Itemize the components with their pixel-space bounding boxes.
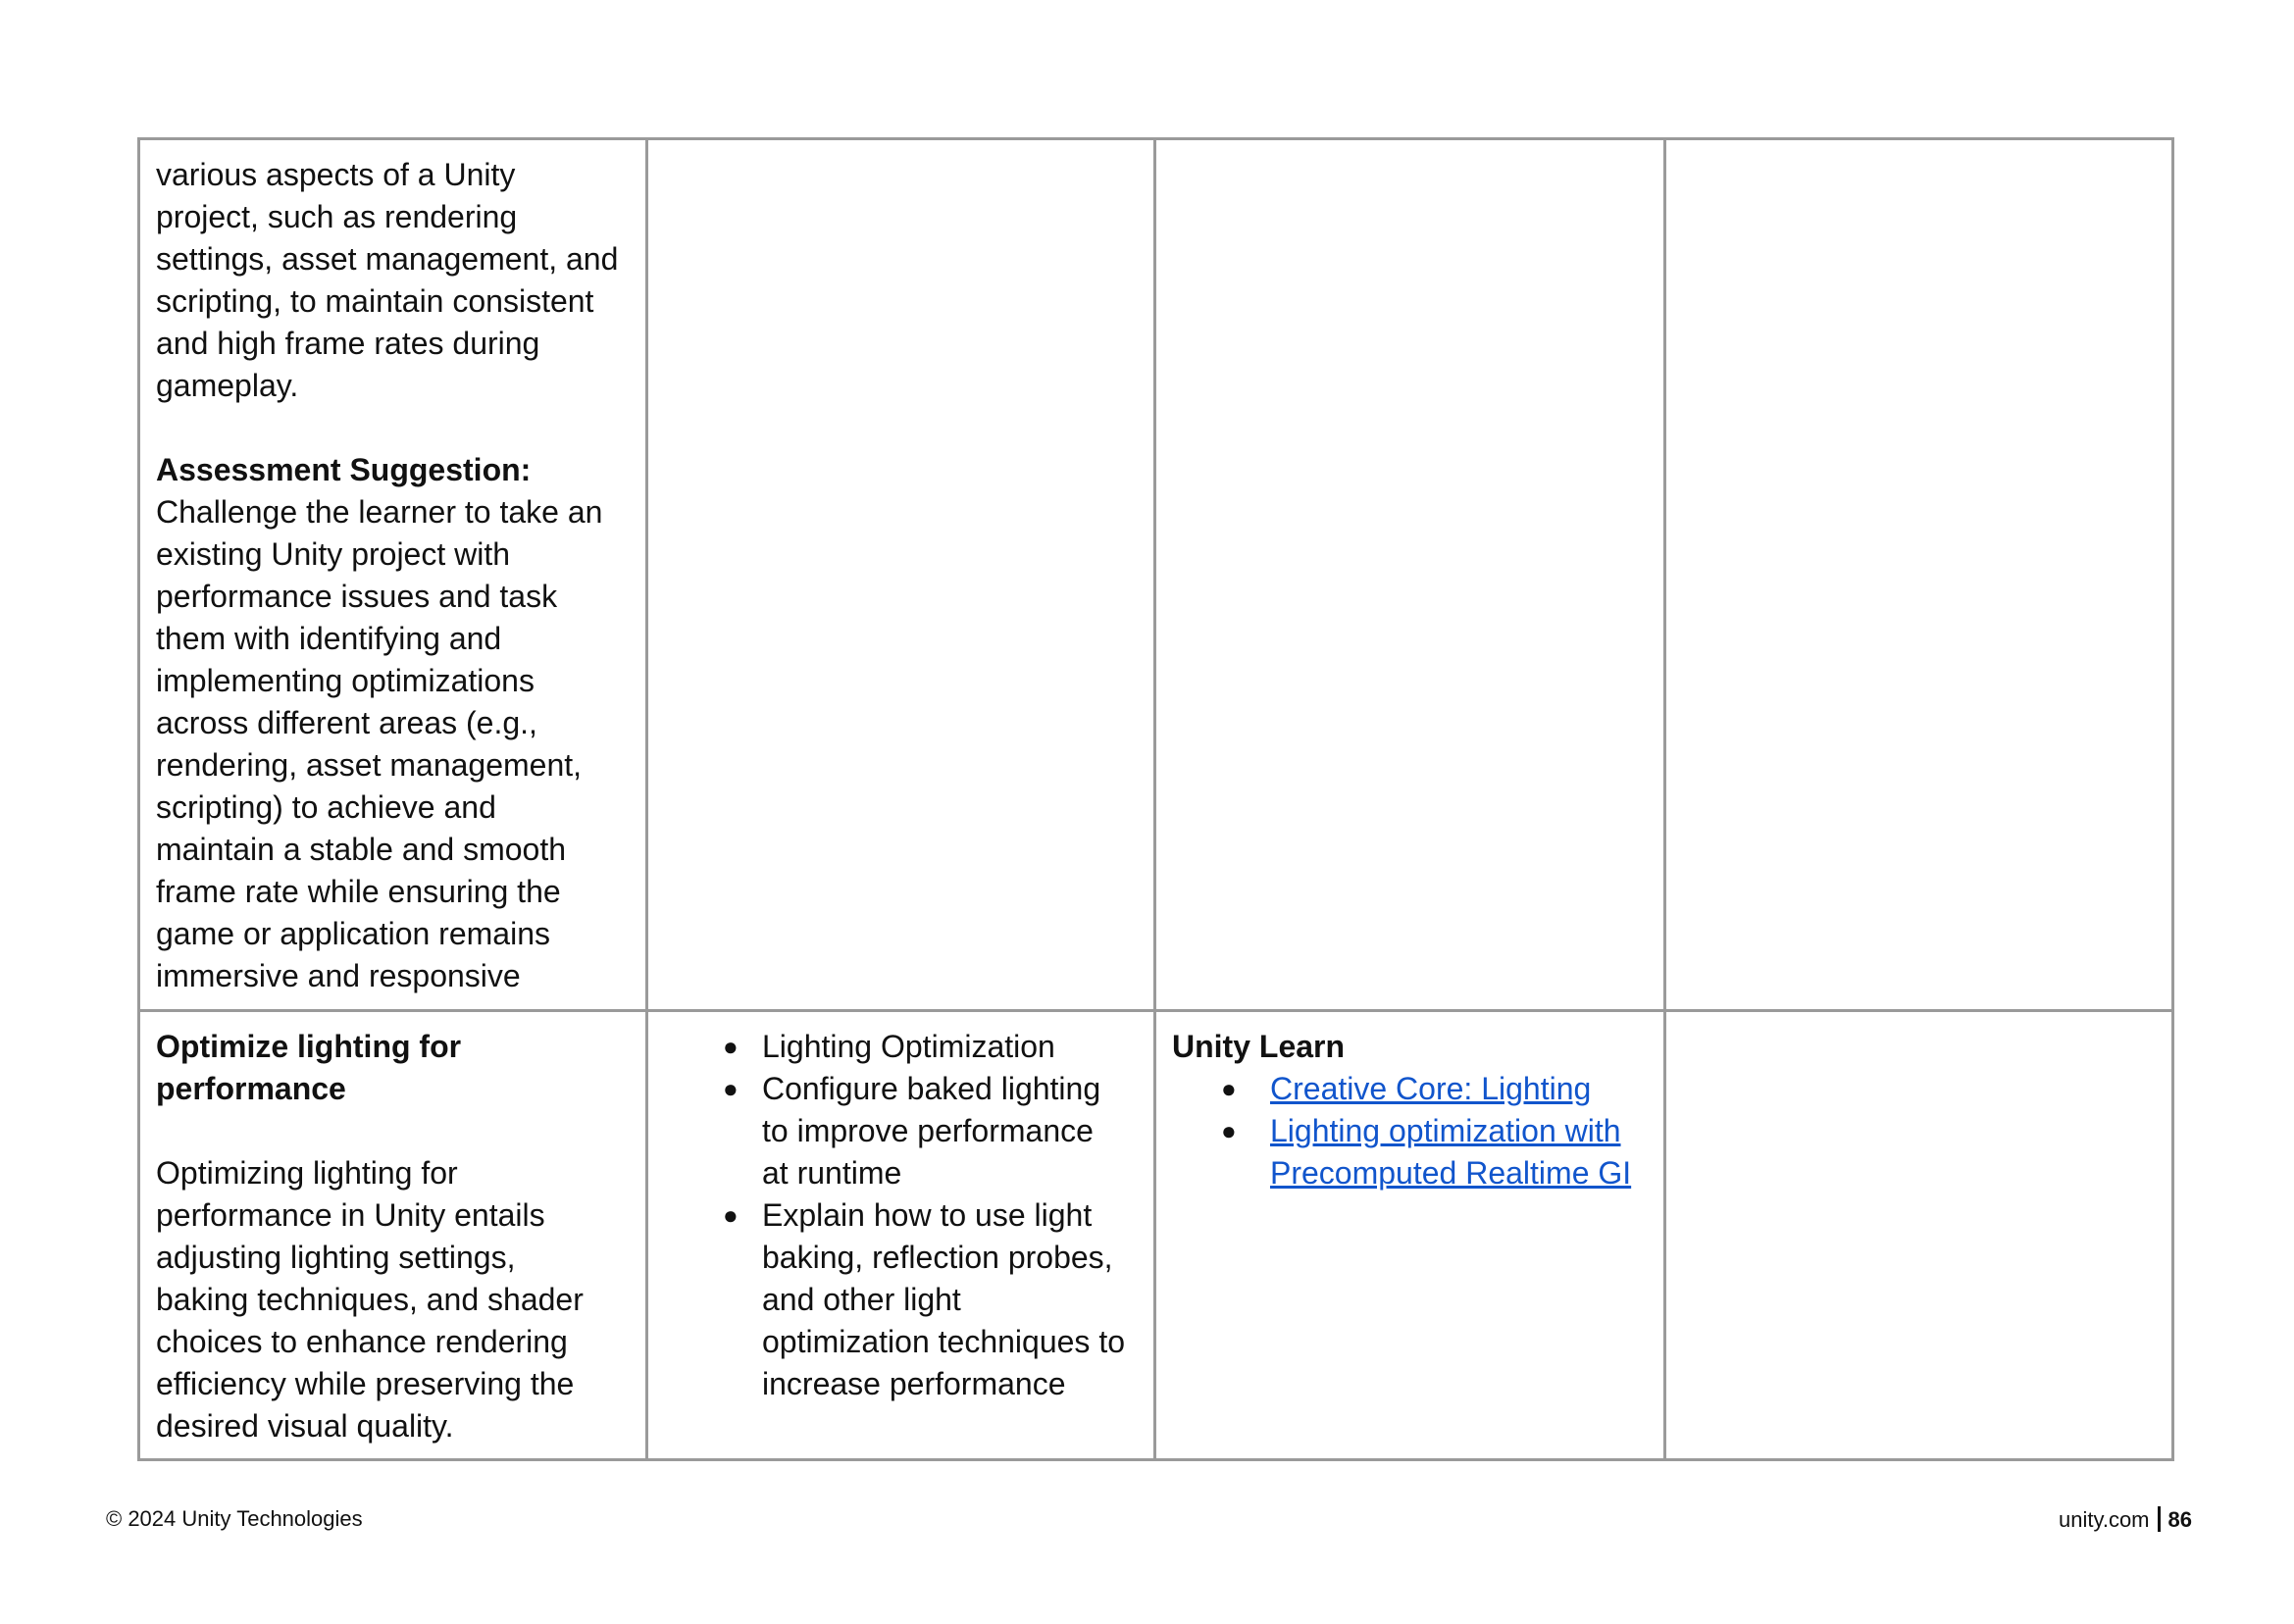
- footer-copyright: © 2024 Unity Technologies: [106, 1506, 363, 1531]
- table-row: [139, 1011, 2173, 1460]
- text-line: rendering, asset management,: [156, 747, 583, 783]
- text-line: Challenge the learner to take an: [156, 494, 603, 530]
- text-line: adjusting lighting settings,: [156, 1240, 516, 1275]
- objective-title: [156, 1026, 630, 1110]
- notes-cell-empty: [1665, 139, 2173, 1011]
- objective-cell: [139, 139, 647, 1011]
- text-line: scripting, to maintain consistent: [156, 283, 594, 319]
- text-line: them with identifying and: [156, 621, 502, 656]
- footer-site: unity.com: [2059, 1507, 2150, 1532]
- resources-heading: Unity Learn: [1172, 1029, 1346, 1064]
- bullet-icon: ●: [1221, 1074, 1237, 1103]
- text-line: existing Unity project with: [156, 536, 511, 572]
- bullet-icon: ●: [723, 1200, 739, 1230]
- text-line: scripting) to achieve and: [156, 789, 496, 825]
- text-line: performance issues and task: [156, 579, 558, 614]
- text-line: maintain a stable and smooth: [156, 832, 567, 867]
- text-line: at runtime: [762, 1155, 902, 1191]
- notes-cell-empty: [1665, 1011, 2173, 1460]
- objective-cell: [139, 1011, 647, 1460]
- assessment-text: [156, 491, 630, 997]
- footer-separator: [2158, 1506, 2161, 1532]
- list-item: [1172, 1110, 1648, 1194]
- text-line: baking, reflection probes,: [762, 1240, 1113, 1275]
- text-line: efficiency while preserving the: [156, 1366, 575, 1401]
- footer-page-info: [2059, 1506, 2192, 1533]
- text-line: immersive and responsive: [156, 958, 521, 993]
- text-line: optimization techniques to: [762, 1324, 1125, 1359]
- text-line: to improve performance: [762, 1113, 1094, 1148]
- page-number: 86: [2167, 1507, 2192, 1532]
- text-line: choices to enhance rendering: [156, 1324, 568, 1359]
- text-line: baking techniques, and shader: [156, 1282, 584, 1317]
- text-line: game or application remains: [156, 916, 550, 951]
- link-text: Creative Core: Lighting: [1270, 1071, 1592, 1106]
- objective-description: [156, 1152, 630, 1447]
- text-line: performance: [156, 1071, 346, 1106]
- text-line: Explain how to use light: [762, 1197, 1093, 1233]
- list-item: [664, 1068, 1138, 1194]
- link-text: Precomputed Realtime GI: [1270, 1155, 1632, 1191]
- resources-cell-empty: [1155, 139, 1665, 1011]
- topics-list: [664, 1026, 1138, 1405]
- creative-core-lighting-link[interactable]: [1270, 1071, 1591, 1106]
- assessment-heading: Assessment Suggestion:: [156, 452, 532, 487]
- objective-continued-text: [156, 154, 630, 407]
- text-line: settings, asset management, and: [156, 241, 619, 277]
- list-item: [664, 1194, 1138, 1405]
- list-item: [664, 1026, 1138, 1068]
- resource-links-list: [1172, 1068, 1648, 1194]
- bullet-icon: ●: [723, 1074, 739, 1103]
- bullet-icon: ●: [1221, 1116, 1237, 1145]
- text-line: Optimize lighting for: [156, 1029, 462, 1064]
- text-line: across different areas (e.g.,: [156, 705, 537, 740]
- resources-cell: [1155, 1011, 1665, 1460]
- text-line: and high frame rates during: [156, 326, 540, 361]
- topics-cell: [647, 1011, 1155, 1460]
- list-item: [1172, 1068, 1648, 1110]
- text-line: desired visual quality.: [156, 1408, 454, 1444]
- table-row: [139, 139, 2173, 1011]
- topics-cell-empty: [647, 139, 1155, 1011]
- text-line: frame rate while ensuring the: [156, 874, 561, 909]
- lighting-optimization-gi-link[interactable]: [1270, 1113, 1631, 1191]
- text-line: and other light: [762, 1282, 961, 1317]
- link-text: Lighting optimization with: [1270, 1113, 1621, 1148]
- text-line: project, such as rendering: [156, 199, 518, 234]
- text-line: Lighting Optimization: [762, 1029, 1055, 1064]
- text-line: gameplay.: [156, 368, 299, 403]
- curriculum-table: [137, 137, 2174, 1461]
- text-line: performance in Unity entails: [156, 1197, 545, 1233]
- text-line: Configure baked lighting: [762, 1071, 1101, 1106]
- text-line: increase performance: [762, 1366, 1066, 1401]
- text-line: implementing optimizations: [156, 663, 535, 698]
- bullet-icon: ●: [723, 1032, 739, 1061]
- text-line: various aspects of a Unity: [156, 157, 516, 192]
- text-line: Optimizing lighting for: [156, 1155, 458, 1191]
